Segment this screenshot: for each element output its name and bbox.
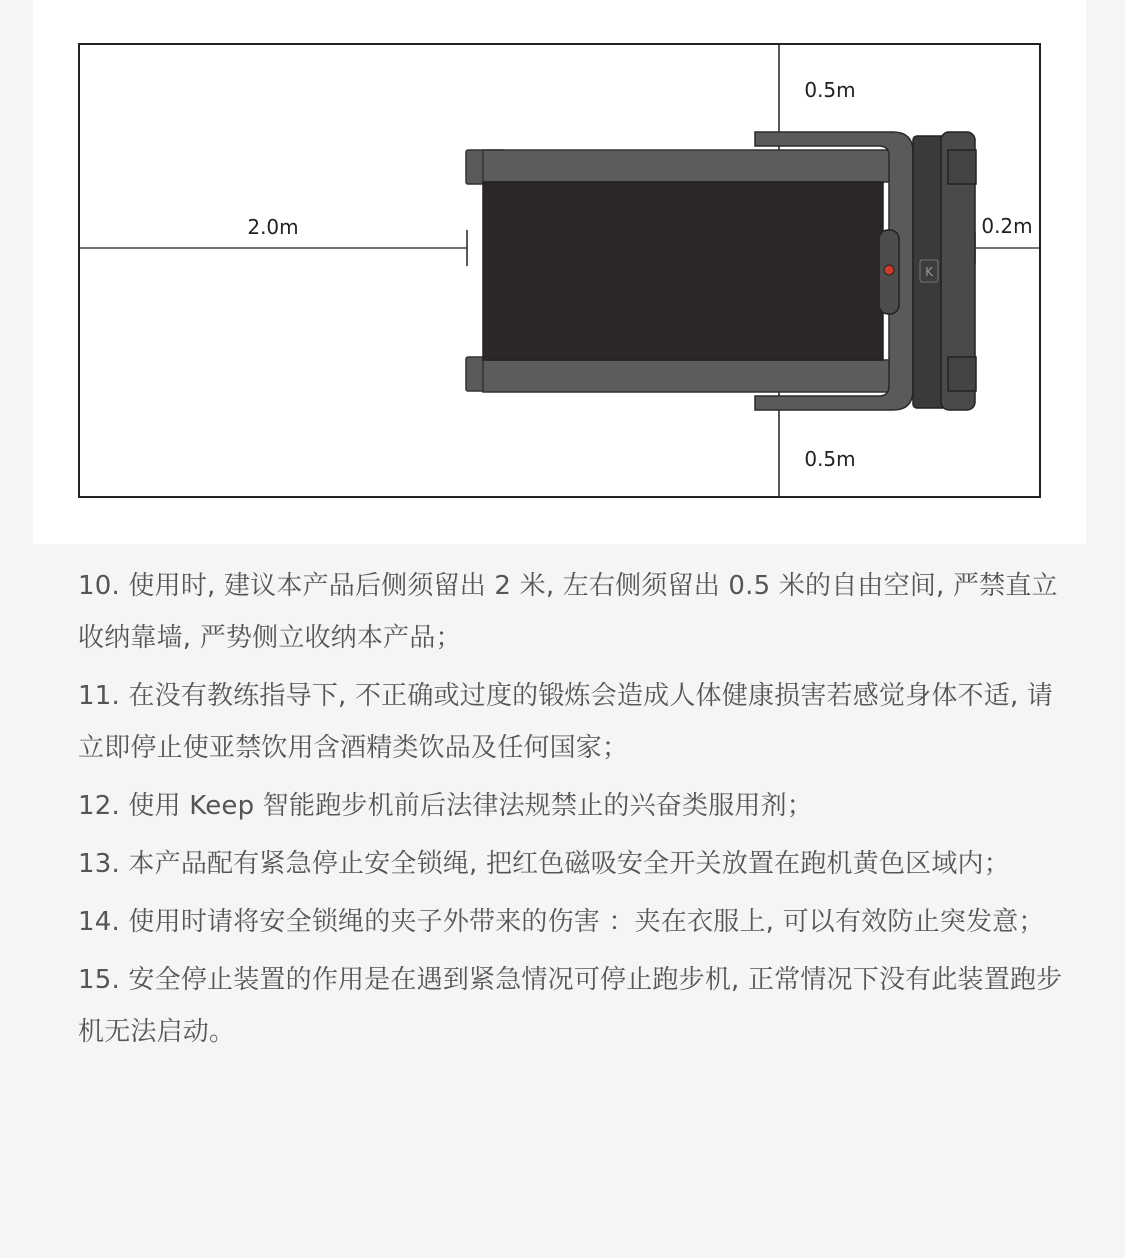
note-14: 14. 使用时请将安全锁绳的夹子外带来的伤害 ：夹在衣服上, 可以有效防止突发意； bbox=[78, 907, 1045, 937]
top-side-clearance-label: 0.5m bbox=[804, 78, 856, 102]
front-clearance-label: 0.2m bbox=[981, 214, 1033, 238]
usage-notes-list bbox=[78, 560, 1068, 1064]
note-10: 10. 使用时, 建议本产品后侧须留出 2 米, 左右侧须留出 0.5 米的自由空间, 严禁直立收纳靠墙, 严势侧立收纳本产品； bbox=[78, 571, 1058, 653]
note-11: 11. 在没有教练指导下, 不正确或过度的锻炼会造成人体健康损害若感觉身体不适, 请立即停止使亚禁饮用含酒精类饮品及任何国家； bbox=[78, 681, 1054, 763]
note-12: 12. 使用 Keep 智能跑步机前后法律法规禁止的兴奋类服用剂； bbox=[78, 791, 813, 821]
clearance-diagram-panel bbox=[33, 0, 1086, 544]
note-15: 15. 安全停止装置的作用是在遇到紧急情况可停止跑步机, 正常情况下没有此装置跑步机无法启动。 bbox=[78, 965, 1063, 1047]
bottom-side-clearance-label: 0.5m bbox=[804, 447, 856, 471]
treadmill-side-rail-bottom bbox=[483, 360, 893, 392]
treadmill-logo-mark: K bbox=[925, 265, 933, 279]
treadmill-front-cap-top bbox=[948, 150, 976, 184]
note-13: 13. 本产品配有紧急停止安全锁绳, 把红色磁吸安全开关放置在跑机黄色区域内； bbox=[78, 849, 1010, 879]
treadmill-front-cap-bottom bbox=[948, 357, 976, 391]
treadmill-running-belt bbox=[483, 182, 883, 360]
back-clearance-label: 2.0m bbox=[247, 215, 299, 239]
clearance-diagram bbox=[33, 0, 1086, 544]
treadmill-side-rail-top bbox=[483, 150, 893, 182]
treadmill-top-view bbox=[466, 132, 976, 410]
safety-key-icon bbox=[884, 265, 894, 275]
